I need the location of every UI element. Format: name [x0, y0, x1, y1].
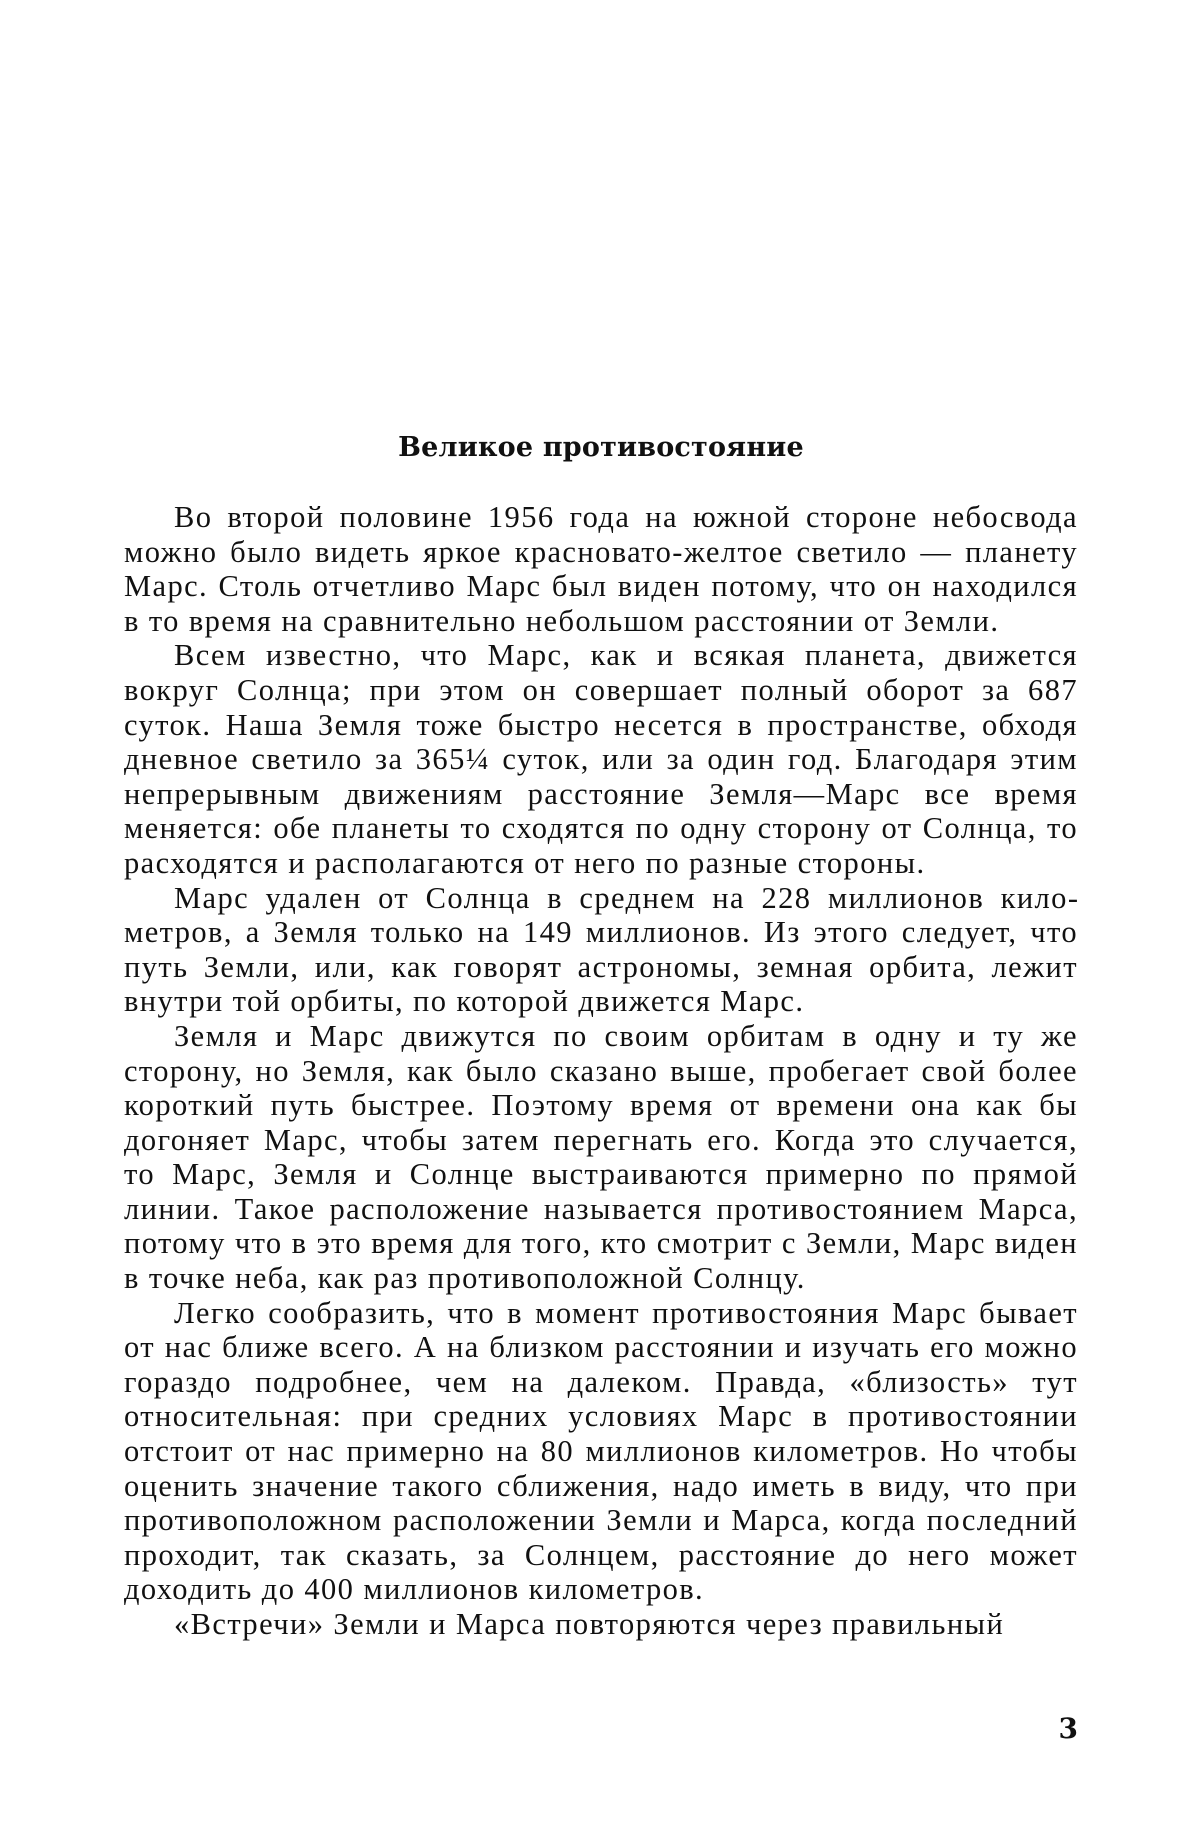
body-text [124, 500, 1078, 1642]
paragraph: Земля и Марс движутся по своим орбитам в одну и ту же сторону, но Земля, как было сказано выше, пробегает свой более короткий путь быстрее. Поэтому время от времени она как бы догоняет Марс, чтобы затем перегнать его. Когда это случается, то Марс, Земля и Солнце выстраиваются примерно по прямой линии. Такое расположение называется противостоянием Марса, потому что в это время для того, кто смотрит с Земли, Марс виден в точке неба, как раз противоположной Солнцу. [124, 1018, 1078, 1296]
chapter-title: Великое противостояние [398, 432, 804, 463]
paragraph: «Встречи» Земли и Марса повторяются через правильный [174, 1607, 1005, 1641]
paragraph: Всем известно, что Марс, как и всякая планета, движется вокруг Солнца; при этом он совершает полный оборот за 687 суток. Наша Земля тоже быстро несется в пространстве, обходя дневное светило за 365¼ суток, или за один год. Благодаря этим непрерывным движениям расстояние Земля—Марс все время меняется: обе планеты то сходятся по одну сторону от Солнца, то расходятся и располагаются от него по разные стороны. [124, 638, 1078, 880]
paragraph: Легко сообразить, что в момент противостояния Марс бывает от нас ближе всего. А на близком расстоянии и изучать его можно гораздо подробнее, чем на далеком. Правда, «близость» тут относительная: при средних условиях Марс в противостоянии отстоит от нас примерно на 80 миллионов километров. Но чтобы оценить значение такого сближения, надо иметь в виду, что при противоположном расположении Земли и Марса, когда последний проходит, так сказать, за Солнцем, расстояние до него может доходить до 400 миллионов километров. [124, 1295, 1078, 1607]
page-number: 3 [1058, 1712, 1078, 1745]
paragraph: Марс удален от Солнца в среднем на 228 миллионов километров, а Земля только на 149 миллионов. Из этого следует, что путь Земли, или, как говорят астрономы, земная орбита, лежит внутри той орбиты, по которой движется Марс. [124, 880, 1078, 1019]
paragraph: Во второй половине 1956 года на южной стороне небосвода можно было видеть яркое красновато-желтое светило — планету Марс. Столь отчетливо Марс был виден потому, что он находился в то время на сравнительно небольшом расстоянии от Земли. [124, 500, 1078, 638]
book-page [124, 0, 1078, 1838]
